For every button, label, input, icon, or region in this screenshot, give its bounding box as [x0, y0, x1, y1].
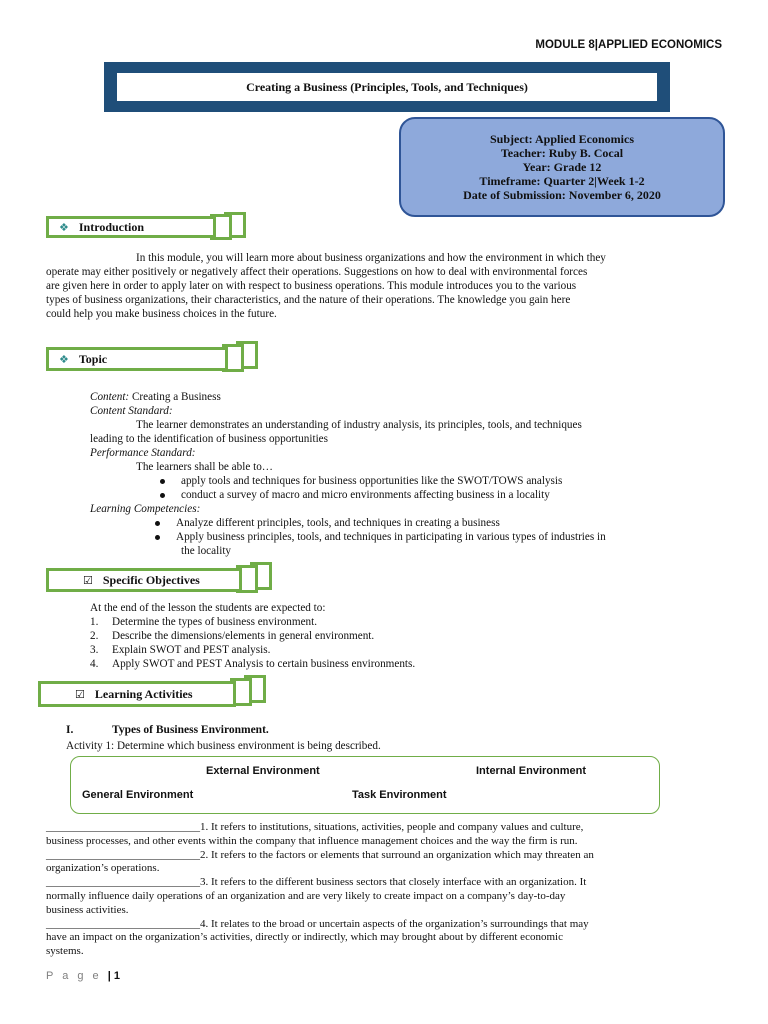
checkbox-icon: ☑	[83, 573, 93, 587]
activity-item-line: ____________________________2. It refers to the factors or elements that surround an organization which may threaten an	[46, 848, 594, 861]
bullet-icon	[155, 521, 160, 526]
activity-title: Types of Business Environment.	[112, 724, 269, 736]
performance-standard-label: Performance Standard:	[90, 447, 196, 459]
bullet-text: Apply business principles, tools, and techniques in participating in various types of industries in	[176, 531, 606, 543]
objectives-list	[90, 601, 690, 671]
title-frame	[104, 62, 670, 112]
activity-item-line: ____________________________1. It refers to institutions, situations, activities, people and company values and culture,	[46, 821, 584, 833]
info-box	[399, 117, 725, 217]
info-submission: Date of Submission: November 6, 2020	[463, 188, 661, 202]
activity-item-line: organization’s operations.	[46, 862, 160, 875]
checkbox-icon: ☑	[75, 687, 85, 701]
activity-item	[46, 821, 722, 849]
objective-item: 4. Apply SWOT and PEST Analysis to certain business environments.	[90, 658, 416, 670]
content-value: Creating a Business	[129, 391, 221, 403]
intro-paragraph	[46, 251, 722, 321]
objective-text: Explain SWOT and PEST analysis.	[112, 644, 271, 656]
content-standard-text: The learner demonstrates an understanding of industry analysis, its principles, tools, and techniques	[136, 419, 582, 431]
choice-internal: Internal Environment	[476, 765, 587, 777]
activity-item	[46, 876, 722, 917]
activity-instruction: Activity 1: Determine which business environment is being described.	[66, 740, 381, 752]
intro-line: In this module, you will learn more about business organizations and how the environment in which they	[136, 252, 606, 264]
bullet-text-continued: the locality	[181, 545, 232, 557]
bullet-item	[90, 488, 722, 502]
activity-item-line: normally influence daily operations of an organization and are very likely to create impact on a company’s day-to-day	[46, 889, 566, 902]
diamond-icon: ❖	[59, 220, 69, 234]
bullet-icon	[155, 535, 160, 540]
content-label: Content:	[90, 391, 130, 403]
activity-item-line: ____________________________4. It relates to the broad or uncertain aspects of the organization’s surroundings that may	[46, 917, 589, 930]
diamond-icon: ❖	[59, 352, 69, 366]
section-title-introduction: Introduction	[78, 219, 145, 234]
topic-content	[90, 390, 722, 558]
intro-line: are given here in order to apply later on with respect to business operations. This module introduces you to the various	[46, 280, 577, 292]
activity-item-line: business processes, and other events within the company that influence management choices and the way the firm is run.	[46, 834, 578, 847]
activity-item-line: systems.	[46, 945, 84, 958]
activity-heading	[66, 724, 269, 736]
section-tag-topic	[46, 341, 258, 369]
activity-item	[46, 918, 722, 959]
module-header: MODULE 8|APPLIED ECONOMICS	[535, 39, 722, 51]
info-timeframe: Timeframe: Quarter 2|Week 1-2	[479, 174, 645, 188]
section-tag-introduction	[46, 212, 246, 240]
content-standard-text: leading to the identification of business opportunities	[90, 433, 329, 445]
bullet-icon	[160, 493, 165, 498]
choice-task: Task Environment	[352, 789, 447, 801]
section-tag-activities	[38, 675, 266, 703]
objective-item: 1. Determine the types of business environment.	[90, 616, 318, 628]
section-title-objectives: Specific Objectives	[102, 572, 200, 587]
intro-line: operate may either positively or negatively affect their operations. Suggestions on how to deal with environmental forces	[46, 266, 588, 278]
objective-item: 3. Explain SWOT and PEST analysis.	[90, 644, 271, 656]
choices-box	[70, 756, 660, 814]
choice-general: General Environment	[82, 789, 194, 801]
page-footer: P a g e | 1	[46, 970, 120, 982]
choice-external: External Environment	[206, 765, 320, 777]
objective-text: Apply SWOT and PEST Analysis to certain business environments.	[112, 658, 416, 670]
objective-text: Determine the types of business environment.	[112, 616, 318, 628]
section-tag-objectives	[46, 562, 272, 590]
objective-item: 2. Describe the dimensions/elements in general environment.	[90, 630, 375, 642]
content-line	[90, 390, 722, 404]
page-word: P a g e	[46, 970, 102, 982]
document-title: Creating a Business (Principles, Tools, and Techniques)	[116, 72, 658, 102]
info-year: Year: Grade 12	[522, 160, 602, 174]
activity-item-line: business activities.	[46, 903, 129, 916]
section-title-activities: Learning Activities	[94, 686, 193, 701]
content-standard-label: Content Standard:	[90, 405, 173, 417]
performance-intro: The learners shall be able to…	[136, 461, 273, 473]
activity-item	[46, 849, 722, 877]
bullet-text: Analyze different principles, tools, and techniques in creating a business	[176, 517, 500, 529]
intro-line: types of business organizations, their characteristics, and the nature of their operations. The knowledge you gain here	[46, 294, 571, 306]
bullet-icon	[160, 479, 165, 484]
competencies-label: Learning Competencies:	[90, 503, 201, 515]
objective-text: Describe the dimensions/elements in general environment.	[112, 630, 375, 642]
intro-line: could help you make business choices in the future.	[46, 308, 277, 320]
page-number: 1	[113, 970, 120, 982]
bullet-item	[90, 474, 722, 488]
activity-item-line: have an impact on the organization’s activities, directly or indirectly, which may brought about by different economic	[46, 931, 563, 944]
activity-items	[46, 821, 722, 959]
activity-item-line: ____________________________3. It refers to the different business sectors that closely interface with an organization. It	[46, 876, 587, 889]
info-subject: Subject: Applied Economics	[489, 132, 634, 146]
info-teacher: Teacher: Ruby B. Cocal	[500, 146, 624, 160]
bullet-text: apply tools and techniques for business opportunities like the SWOT/TOWS analysis	[181, 475, 563, 487]
section-title-topic: Topic	[78, 351, 108, 366]
objectives-intro: At the end of the lesson the students are expected to:	[90, 602, 326, 614]
bullet-item	[90, 530, 722, 544]
activity-numeral: I.	[66, 724, 74, 736]
bullet-item	[90, 516, 722, 530]
bullet-text: conduct a survey of macro and micro environments affecting business in a locality	[181, 489, 550, 501]
